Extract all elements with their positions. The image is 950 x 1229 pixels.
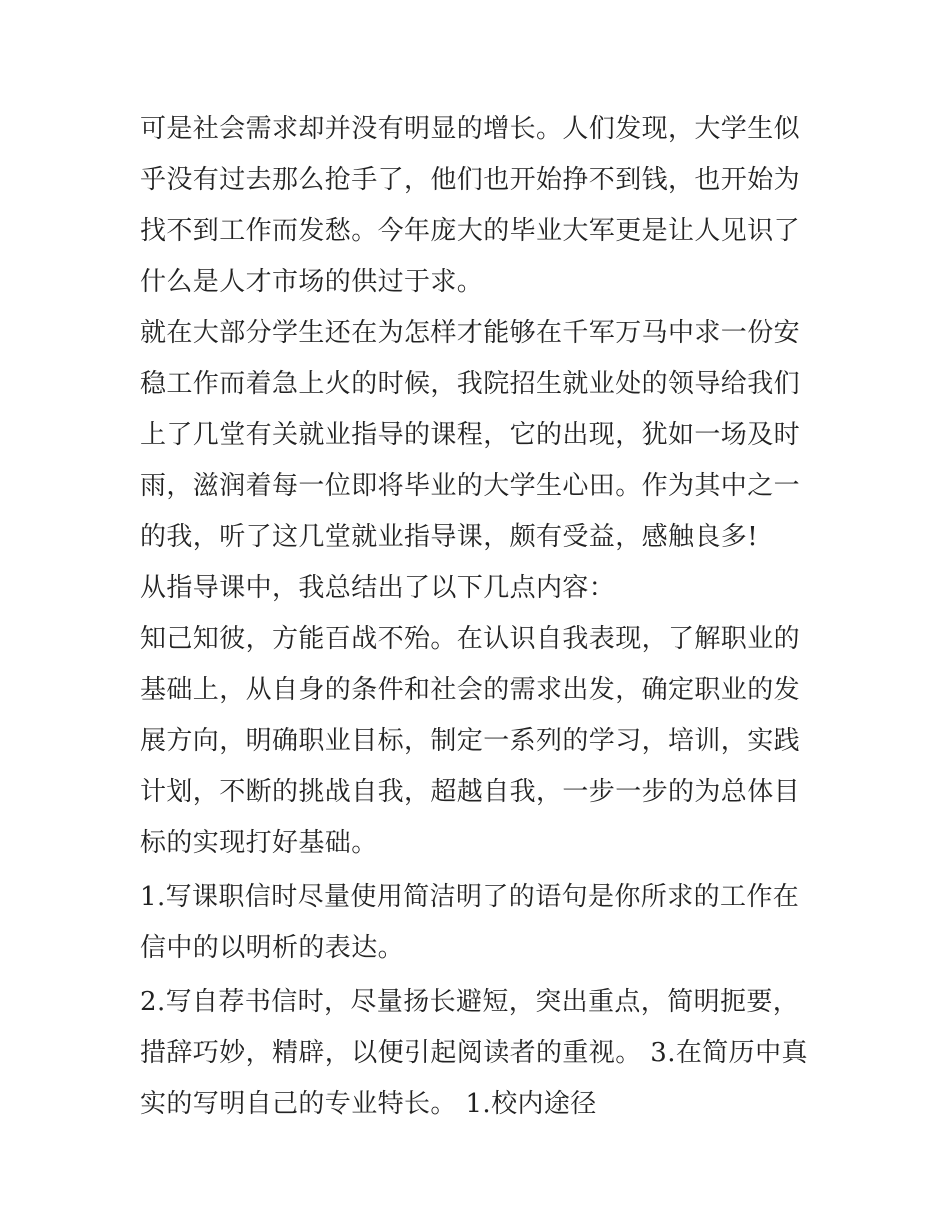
paragraph-point-1: 1.写课职信时尽量使用简洁明了的语句是你所求的工作在信中的以明析的表达。 [140,882,800,963]
paragraph-summary-intro: 从指导课中，我总结出了以下几点内容： [140,573,616,603]
paragraph-point-2: 2.写自荐书信时，尽量扬长避短，突出重点，简明扼要，措辞巧妙，精辟，以便引起阅读者的重视。 3.在简历中真实的写明自己的专业特长。 1.校内途径 [140,987,808,1119]
paragraph-social-demand: 可是社会需求却并没有明显的增长。人们发现，大学生似乎没有过去那么抢手了，他们也开始挣不到钱，也开始为找不到工作而发愁。今年庞大的毕业大军更是让人见识了什么是人才市场的供过于求。 [140,114,801,297]
paragraph-know-yourself: 知己知彼，方能百战不殆。在认识自我表现，了解职业的基础上，从自身的条件和社会的需求出发，确定职业的发展方向，明确职业目标，制定一系列的学习，培训，实践计划，不断的挑战自我，超越自我，一步一步的为总体目标的实现打好基础。 [140,624,801,858]
paragraph-career-guidance-course: 就在大部分学生还在为怎样才能够在千军万马中求一份安稳工作而着急上火的时候，我院招生就业处的领导给我们上了几堂有关就业指导的课程，它的出现，犹如一场及时雨，滋润着每一位即将毕业的大学生心田。作为其中之一的我，听了这几堂就业指导课，颇有受益，感触良多! [140,318,801,552]
document-body [140,104,812,1130]
